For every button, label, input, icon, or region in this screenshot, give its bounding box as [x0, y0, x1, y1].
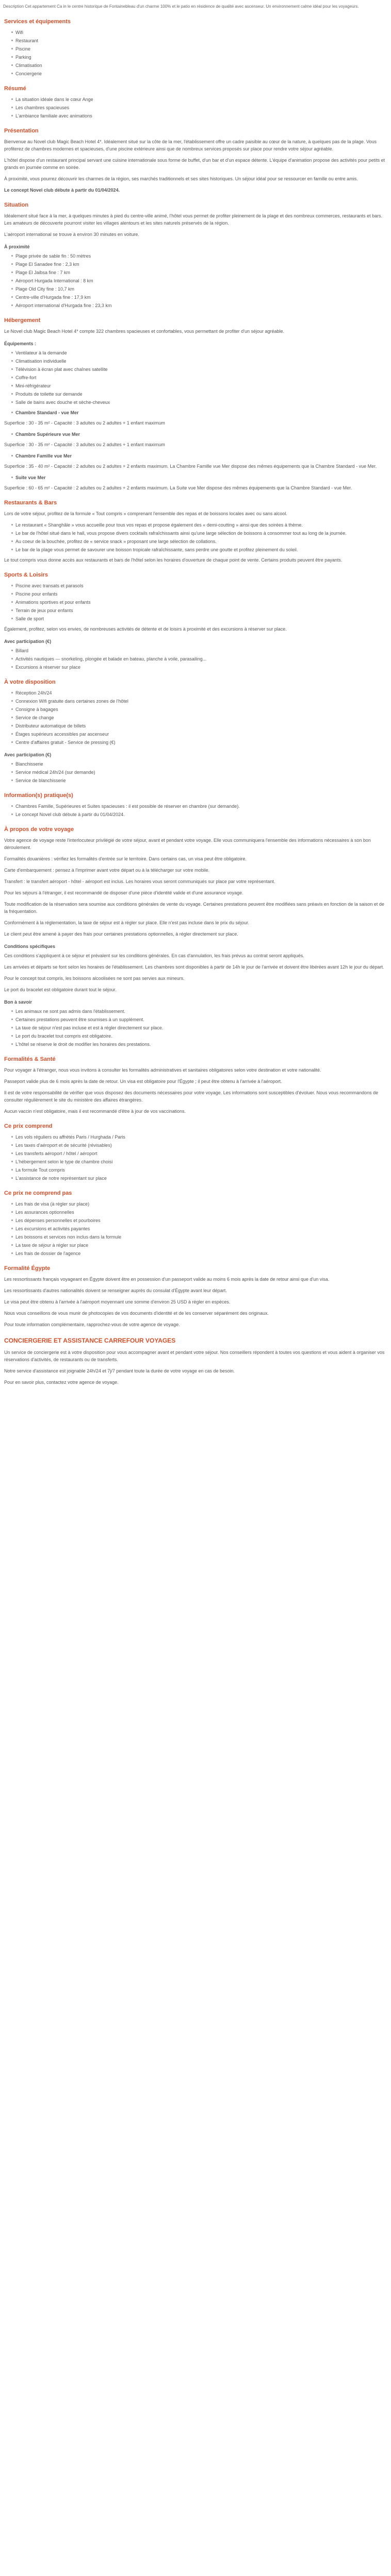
room-desc: Superficie : 30 - 35 m² - Capacité : 3 adultes ou 2 adultes + 1 enfant maximum	[4, 420, 165, 426]
paragraph: L'hôtel dispose d'un restaurant principal servant une cuisine internationale sous forme de buffet, d'un bar et d'un espace détente. L'équipe d'animation propose des activités pour petits et grands en journée comme en soirée.	[4, 158, 385, 170]
avec-part-title: Avec participation (€)	[4, 752, 52, 757]
list-item: Service de change	[11, 714, 387, 721]
apropos-section	[0, 825, 391, 938]
list-item: Billard	[11, 647, 387, 654]
restaurants-section	[0, 499, 391, 564]
list-item: Centre-ville d'Hurgada fine : 17,9 km	[11, 294, 387, 301]
list-item: Distributeur automatique de billets	[11, 722, 387, 730]
note: Le tout compris vous donne accès aux restaurants et bars de l'hôtel selon les horaires d'ouverture de chaque point de vente. Certains produits peuvent être payants.	[4, 557, 343, 563]
prix-ne-comprend-section	[0, 1189, 391, 1257]
paragraph: Il est de votre responsabilité de vérifier que vous disposez des documents nécessaires pour votre voyage. Les informations sont susceptibles d'évoluer. Nous vous recommandons de consulter régulièrement le site du ministère des affaires étrangères.	[4, 1090, 379, 1103]
paragraph: Nous vous conseillons de vous munir de photocopies de vos documents d'identité et de les conserver séparément des originaux.	[4, 1311, 269, 1316]
list-item: Activités nautiques — snorkeling, plongée et balade en bateau, planche à voile, parasailing...	[11, 655, 387, 663]
list-item: Terrain de jeux pour enfants	[11, 607, 387, 614]
list-item: Réception 24h/24	[11, 689, 387, 697]
list-item: Ventilateur à la demande	[11, 349, 387, 357]
resume-section	[0, 84, 391, 120]
room-name: Chambre Supérieure vue Mer	[11, 431, 387, 438]
prix-comprend-list	[4, 1133, 387, 1182]
paragraph: Transfert : le transfert aéroport - hôtel - aéroport est inclus. Les horaires vous seront communiqués sur place par votre représentant.	[4, 879, 275, 884]
payant-title: Avec participation (€)	[4, 639, 52, 644]
list-item: Connexion Wifi gratuite dans certaines zones de l'hôtel	[11, 698, 387, 705]
paragraph: Les ressortissants d'autres nationalités doivent se renseigner auprès du consulat d'Égypte avant leur départ.	[4, 1288, 227, 1293]
prix-ne-comprend-title: Ce prix ne comprend pas	[4, 1190, 72, 1196]
list-item: Service médical 24h/24 (sur demande)	[11, 769, 387, 776]
list-item: Chambres Famille, Supérieures et Suites spacieuses : il est possible de réserver en chambre (sur demande).	[11, 803, 387, 810]
list-item: Plage Old City fine : 10,7 km	[11, 285, 387, 293]
list-item: Conciergerie	[11, 70, 387, 77]
list-item: Étages supérieurs accessibles par ascenseur	[11, 731, 387, 738]
list-item: La taxe de séjour à régler sur place	[11, 1242, 387, 1249]
list-item: La situation idéale dans le cœur Ange	[11, 96, 387, 103]
sports-list	[4, 582, 387, 622]
sports-section	[0, 571, 391, 671]
proximity-list	[4, 252, 387, 309]
services-title: Services et équipements	[4, 19, 71, 25]
list-item: Restaurant	[11, 37, 387, 44]
room-standard	[4, 409, 387, 427]
resume-list	[4, 96, 387, 120]
list-item: Les dépenses personnelles et pourboires	[11, 1217, 387, 1224]
paragraph: Toute modification de la réservation sera soumise aux conditions générales de vente du voyage. Certaines prestations peuvent être modifiées sans préavis en fonction de la saison et de la fréquentation.	[4, 902, 384, 914]
room-name: Suite vue Mer	[11, 474, 387, 481]
list-item: Plage El Jaibsa fine : 7 km	[11, 269, 387, 276]
note: Également, profitez, selon vos envies, de nombreuses activités de détente et de loisirs à proximité et des excursions à réserver sur place.	[4, 626, 287, 632]
list-item: La formule Tout compris	[11, 1166, 387, 1174]
paragraph: Pour voyager à l'étranger, nous vous invitons à consulter les formalités administratives et sanitaires obligatoires selon votre destination et votre nationalité.	[4, 1067, 321, 1073]
restaurants-list	[4, 521, 387, 553]
services-list	[4, 29, 387, 77]
prix-comprend-section	[0, 1122, 391, 1182]
equip-section	[0, 678, 391, 784]
list-item: Les frais de dossier de l'agence	[11, 1250, 387, 1257]
room-famille	[4, 452, 387, 470]
list-item: Au coeur de la bouchée, profitez de « service snack » proposant une large sélection de collations.	[11, 538, 387, 545]
conciergerie-title: CONCIERGERIE ET ASSISTANCE CARREFOUR VOYAGES	[4, 1337, 176, 1344]
paragraph: Carte d'embarquement : pensez à l'imprimer avant votre départ ou à la télécharger sur votre mobile.	[4, 868, 210, 873]
note: Le concept Novel club débute à partir du 01/04/2024.	[4, 188, 120, 193]
list-item: Les vols réguliers ou affrétés Paris / Hurghada / Paris	[11, 1133, 387, 1141]
paragraph: Lors de votre séjour, profitez de la formule « Tout compris » comprenant l'ensemble des repas et de boissons locales avec ou sans alcool.	[4, 511, 287, 516]
description: Description Cet appartement Ca in le centre historique de Fontainebleau d'un charme 100% et le patio en résidence de qualité avec ascenseur. Un environnement calme idéal pour les voyageurs.	[3, 4, 359, 9]
room-list	[4, 409, 387, 416]
list-item: Parking	[11, 54, 387, 61]
paragraph: Notre service d'assistance est joignable 24h/24 et 7j/7 pendant toute la durée de votre voyage en cas de besoin.	[4, 1368, 235, 1374]
formalites-title: Formalités & Santé	[4, 1056, 56, 1062]
infos-title: Information(s) pratique(s)	[4, 792, 73, 799]
list-item: Piscine pour enfants	[11, 590, 387, 598]
paragraph: À proximité, vous pourrez découvrir les charmes de la région, ses marchés traditionnels et ses sites historiques. Un séjour idéal pour se ressourcer en famille ou entre amis.	[4, 176, 358, 181]
paragraph: Les ressortissants français voyageant en Égypte doivent être en possession d'un passeport valide au moins 6 mois après la date de retour ainsi que d'un visa.	[4, 1277, 330, 1282]
list-item: Piscine avec transats et parasols	[11, 582, 387, 589]
avec-part-list	[4, 760, 387, 784]
list-item: Les animaux ne sont pas admis dans l'établissement.	[11, 1008, 387, 1015]
room-desc: Superficie : 60 - 65 m² - Capacité : 2 adultes ou 2 adultes + 2 enfants maximum. La Suite vue Mer dispose des mêmes équipements que la Chambre Standard - vue Mer.	[4, 485, 352, 490]
list-item: Les frais de visa (à régler sur place)	[11, 1200, 387, 1208]
formule-title: Formalité Égypte	[4, 1265, 51, 1272]
list-item: Animations sportives et pour enfants	[11, 599, 387, 606]
conditions-section	[0, 943, 391, 993]
restaurants-title: Restaurants & Bars	[4, 500, 57, 506]
list-item: Mini-réfrigérateur	[11, 382, 387, 389]
list-item: L'ambiance familiale avec animations	[11, 112, 387, 120]
situation-section	[0, 201, 391, 309]
list-item: Blanchisserie	[11, 760, 387, 768]
list-item: Les chambres spacieuses	[11, 104, 387, 111]
list-item: Le port du bracelet tout compris est obligatoire.	[11, 1032, 387, 1040]
hebergement-title: Hébergement	[4, 317, 41, 324]
list-item: La taxe de séjour n'est pas incluse et est à régler directement sur place.	[11, 1024, 387, 1031]
paragraph: Les arrivées et départs se font selon les horaires de l'établissement. Les chambres sont disponibles à partir de 14h le jour de l'arrivée et doivent être libérées avant 12h le jour du départ.	[4, 964, 384, 970]
list-item: L'hôtel se réserve le droit de modifier les horaires des prestations.	[11, 1041, 387, 1048]
resume-title: Résumé	[4, 86, 26, 92]
room-list	[4, 474, 387, 481]
list-item: Climatisation	[11, 62, 387, 69]
paragraph: Bienvenue au Novel club Magic Beach Hotel 4*. Idéalement situé sur la côte de la mer, l'établissement offre un cadre paisible au cœur de la nature, à quelques pas de la plage. Vous profiterez de chambres modernes et spacieuses, d'une piscine extérieure ainsi que de nombreux services proposés sur place pour rendre votre séjour agréable.	[4, 139, 377, 151]
list-item: Le concept Novel club débute à partir du 01/04/2024.	[11, 811, 387, 818]
room-desc: Superficie : 35 - 40 m² - Capacité : 2 adultes ou 2 adultes + 2 enfants maximum. La Chambre Famille vue Mer dispose des mêmes équipements que la Chambre Standard - vue Mer.	[4, 464, 377, 469]
list-item: Les taxes d'aéroport et de sécurité (révisables)	[11, 1142, 387, 1149]
list-item: Plage El Sanadee fine : 2,3 km	[11, 261, 387, 268]
paragraph: Pour toute information complémentaire, rapprochez-vous de votre agence de voyage.	[4, 1322, 180, 1327]
room-name: Chambre Standard - vue Mer	[11, 409, 387, 416]
list-item: Produits de toilette sur demande	[11, 391, 387, 398]
services-section	[0, 18, 391, 77]
paragraph: Un service de conciergerie est à votre disposition pour vous accompagner avant et pendant votre séjour. Nos conseillers répondent à toutes vos questions et vous aident à organiser vos réservations d'activités, de restaurants ou de transferts.	[4, 1350, 385, 1362]
paragraph: Pour les séjours à l'étranger, il est recommandé de disposer d'une pièce d'identité valide et d'une assurance voyage.	[4, 890, 243, 895]
prix-comprend-title: Ce prix comprend	[4, 1123, 53, 1129]
room-suite	[4, 474, 387, 492]
list-item: Plage privée de sable fin : 50 mètres	[11, 252, 387, 260]
hebergement-section	[0, 316, 391, 492]
list-item: Piscine	[11, 45, 387, 53]
list-item: Les boissons et services non inclus dans la formule	[11, 1233, 387, 1241]
conciergerie-section	[0, 1336, 391, 1386]
paragraph: Conformément à la réglementation, la taxe de séjour est à régler sur place. Elle n'est pas incluse dans le prix du séjour.	[4, 920, 249, 925]
formalites-section	[0, 1055, 391, 1115]
list-item: Salle de bains avec douche et sèche-cheveux	[11, 399, 387, 406]
infos-list	[4, 803, 387, 818]
list-item: Aéroport international d'Hurgada fine : 23,3 km	[11, 302, 387, 309]
list-item: Coffre-fort	[11, 374, 387, 381]
equipment-list	[4, 349, 387, 406]
prix-ne-comprend-list	[4, 1200, 387, 1257]
list-item: Les transferts aéroport / hôtel / aéroport	[11, 1150, 387, 1157]
list-item: Le restaurant « Shanghâle » vous accueille pour tous vos repas et propose également des « demi-coutting » ainsi que des soirées à thème.	[11, 521, 387, 529]
conditions-title: Conditions spécifiques	[4, 944, 56, 949]
room-name: Chambre Famille vue Mer	[11, 452, 387, 460]
paragraph: Le port du bracelet est obligatoire durant tout le séjour.	[4, 987, 117, 992]
paragraph: L'aéroport international se trouve à environ 30 minutes en voiture.	[4, 232, 139, 237]
paragraph: Le Novel club Magic Beach Hotel 4* compte 322 chambres spacieuses et confortables, vous permettant de profiter d'un séjour agréable.	[4, 329, 285, 334]
paragraph: Ces conditions s'appliquent à ce séjour et prévalent sur les conditions générales. En cas d'annulation, les frais prévus au contrat seront appliqués.	[4, 953, 304, 958]
paragraph: Votre agence de voyage reste l'interlocuteur privilégié de votre séjour, avant et pendant votre voyage. Elle vous communiquera l'ensemble des informations nécessaires à son bon déroulement.	[4, 838, 371, 850]
room-list	[4, 452, 387, 460]
room-list	[4, 431, 387, 438]
list-item: Les excursions et activités payantes	[11, 1225, 387, 1232]
equip-list	[4, 689, 387, 746]
room-desc: Superficie : 30 - 35 m² - Capacité : 3 adultes ou 2 adultes + 1 enfant maximum	[4, 442, 165, 447]
sports-title: Sports & Loisirs	[4, 572, 48, 578]
animaux-title: Bon à savoir	[4, 999, 32, 1005]
list-item: L'assistance de notre représentant sur place	[11, 1175, 387, 1182]
proximity-title: À proximité	[4, 244, 30, 249]
list-item: Salle de sport	[11, 615, 387, 622]
list-item: Les assurances optionnelles	[11, 1209, 387, 1216]
paragraph: Le client peut être amené à payer des frais pour certaines prestations optionnelles, à régler directement sur place.	[4, 931, 238, 937]
presentation-title: Présentation	[4, 128, 39, 134]
paragraph: Formalités douanières : vérifiez les formalités d'entrée sur le territoire. Dans certains cas, un visa peut être obligatoire.	[4, 856, 247, 861]
paragraph: Aucun vaccin n'est obligatoire, mais il est recommandé d'être à jour de vos vaccinations.	[4, 1109, 186, 1114]
list-item: Service de blanchisserie	[11, 777, 387, 784]
list-item: L'hébergement selon le type de chambre choisi	[11, 1158, 387, 1165]
list-item: Le bar de la plage vous permet de savourer une boisson tropicale rafraîchissante, sans perdre une goutte et profitez pleinement du soleil.	[11, 546, 387, 553]
presentation-section	[0, 127, 391, 194]
paragraph: Le visa peut être obtenu à l'arrivée à l'aéroport moyennant une somme d'environ 25 USD à régler en espèces.	[4, 1299, 231, 1304]
formule-section	[0, 1264, 391, 1328]
list-item: Consigne à bagages	[11, 706, 387, 713]
list-item: Télévision à écran plat avec chaînes satellite	[11, 366, 387, 373]
paragraph: Idéalement situé face à la mer, à quelques minutes à pied du centre-ville animé, l'hôtel vous permet de profiter pleinement de la plage et des nombreux commerces, restaurants et bars. Les amateurs de découverte pourront visiter les villages alentours et les sites naturels préservés de la région.	[4, 213, 383, 226]
list-item: Centre d'affaires gratuit - Service de pressing (€)	[11, 739, 387, 746]
animaux-list	[4, 1008, 387, 1048]
room-superieure	[4, 431, 387, 448]
list-item: Excursions à réserver sur place	[11, 664, 387, 671]
list-item: Certaines prestations peuvent être soumises à un supplément.	[11, 1016, 387, 1023]
paragraph: Pour en savoir plus, contactez votre agence de voyage.	[4, 1380, 119, 1385]
list-item: Le bar de l'hôtel situé dans le hall, vous propose divers cocktails rafraîchissants ainsi qu'une large sélection de boissons à consommer tout au long de la journée.	[11, 530, 387, 537]
paragraph: Pour le concept tout compris, les boissons alcoolisées ne sont pas servies aux mineurs.	[4, 976, 185, 981]
paragraph: Passeport valide plus de 6 mois après la date de retour. Un visa est obligatoire pour l'Égypte ; il peut être obtenu à l'arrivée à l'aéroport.	[4, 1079, 282, 1084]
equip-title: À votre disposition	[4, 679, 56, 685]
infos-section	[0, 791, 391, 818]
apropos-title: À propos de votre voyage	[4, 826, 74, 833]
situation-title: Situation	[4, 202, 29, 208]
list-item: Wifi	[11, 29, 387, 36]
equipment-title: Équipements :	[4, 341, 37, 346]
list-item: Aéroport Hurgada International : 8 km	[11, 277, 387, 284]
payant-list	[4, 647, 387, 671]
animaux-section	[0, 998, 391, 1048]
list-item: Climatisation individuelle	[11, 358, 387, 365]
